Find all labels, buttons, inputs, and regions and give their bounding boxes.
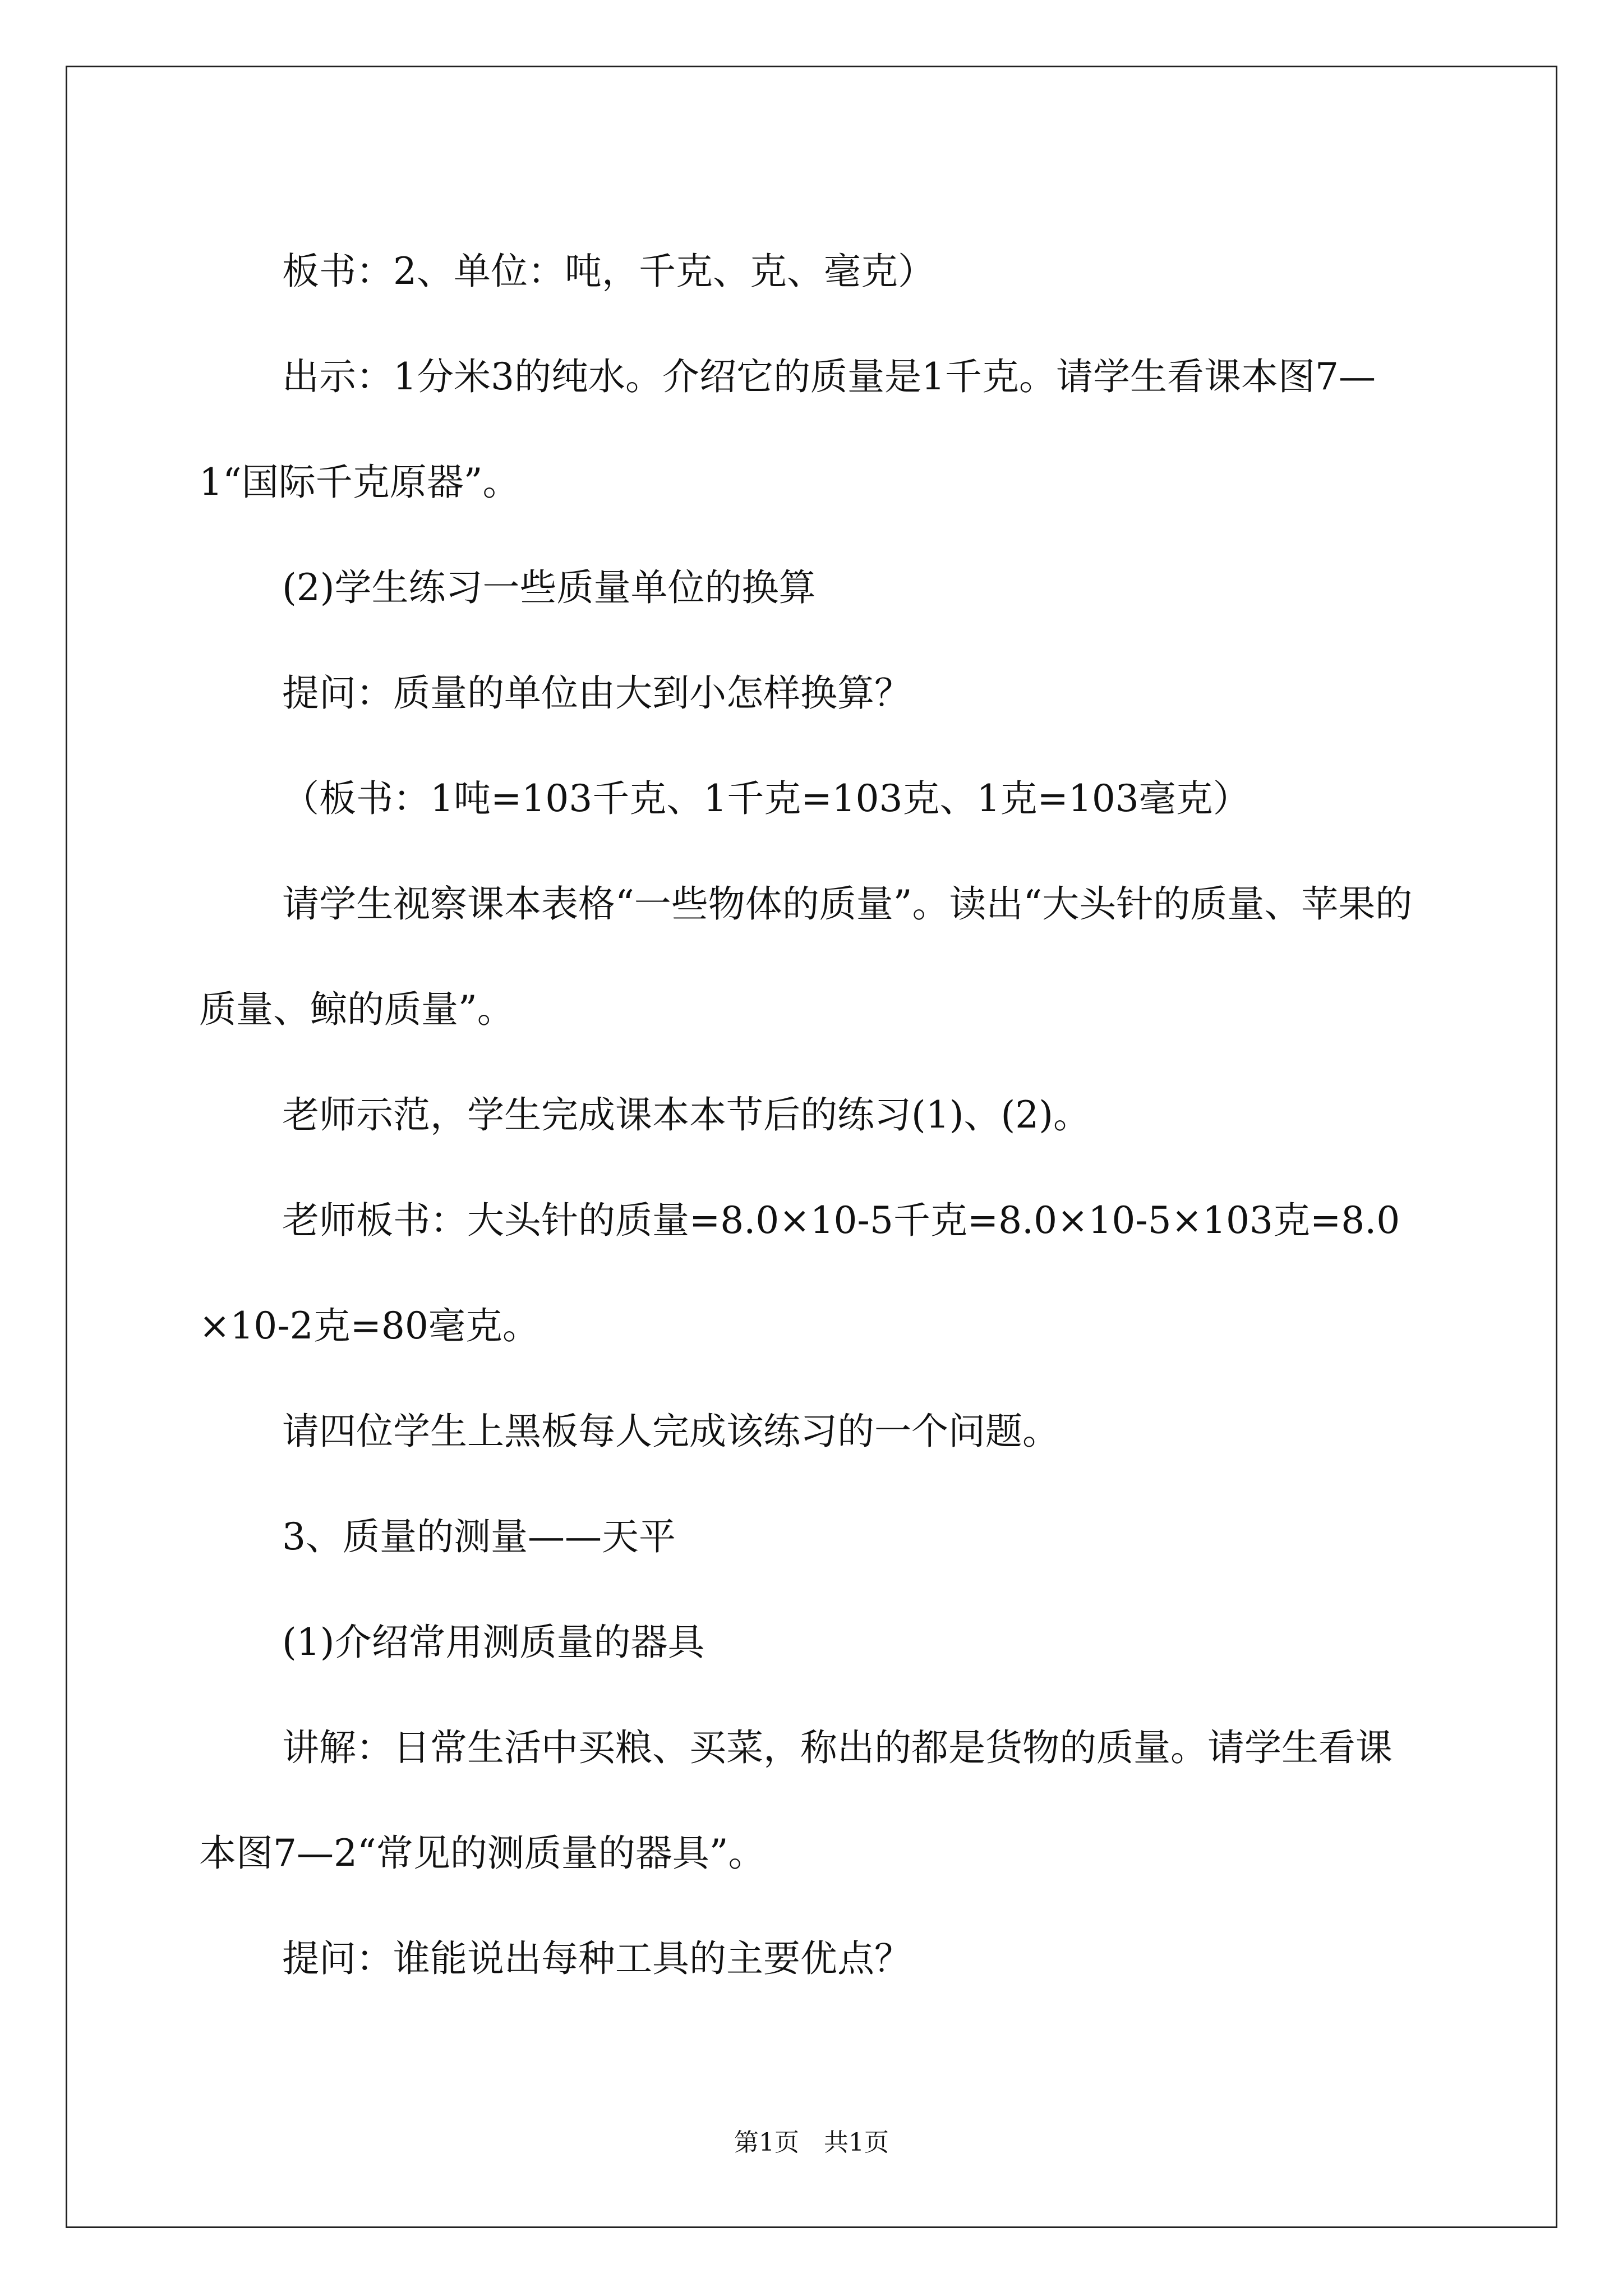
paragraph-board-units: 板书：2、单位：吨，千克、克、毫克）	[282, 250, 935, 293]
document-body	[199, 219, 1424, 2012]
paragraph-introduce-tools: (1)介绍常用测质量的器具	[282, 1621, 705, 1664]
paragraph-practice-conversion: (2)学生练习一些质量单位的换算	[282, 566, 816, 609]
paragraph-teacher-demo: 老师示范，学生完成课本本节后的练习(1)、(2)。	[282, 1093, 1090, 1137]
paragraph-section-measurement: 3、质量的测量——天平	[282, 1515, 676, 1558]
paragraph-question-conversion: 提问：质量的单位由大到小怎样换算？	[282, 671, 911, 715]
paragraph-students-blackboard: 请四位学生上黑板每人完成该练习的一个问题。	[282, 1410, 1059, 1453]
paragraph-show-water: 出示：1分米3的纯水。介绍它的质量是1千克。请学生看课本图7—1“国际千克原器”。	[199, 355, 1376, 504]
paragraph-board-conversion: （板书：1吨=103千克、1千克=103克、1克=103毫克）	[282, 777, 1250, 820]
paragraph-observe-table: 请学生视察课本表格“一些物体的质量”。读出“大头针的质量、苹果的质量、鲸的质量”。	[199, 882, 1413, 1031]
page-number: 第1页 共1页	[734, 2128, 889, 2157]
paragraph-explanation: 讲解：日常生活中买粮、买菜，称出的都是货物的质量。请学生看课本图7—2“常见的测质量的器具”。	[199, 1726, 1393, 1875]
paragraph-teacher-board: 老师板书：大头针的质量=8.0×10-5千克=8.0×10-5×103克=8.0×10-2克=80毫克。	[199, 1199, 1400, 1347]
paragraph-question-tools: 提问：谁能说出每种工具的主要优点？	[282, 1937, 911, 1980]
